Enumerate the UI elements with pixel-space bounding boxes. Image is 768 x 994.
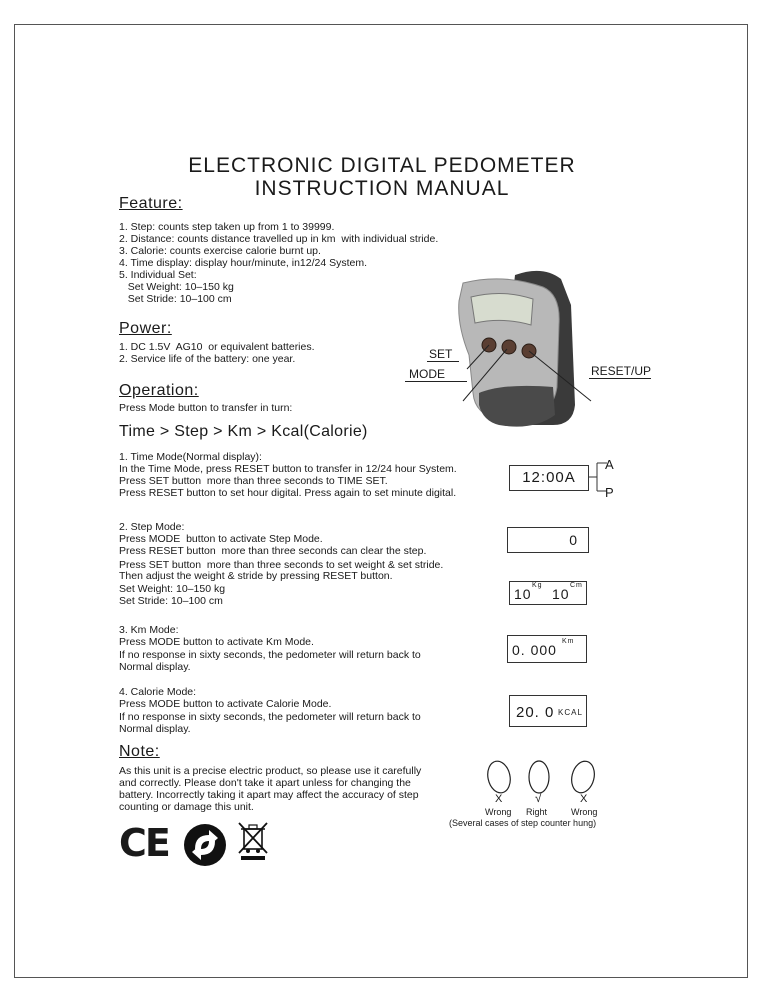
- step-mode-line: Press RESET button more than three seconds can clear the step.: [119, 545, 427, 557]
- step-mode-line: 2. Step Mode:: [119, 521, 185, 533]
- power-line: 2. Service life of the battery: one year.: [119, 353, 296, 365]
- mark-right: √: [535, 791, 542, 805]
- mode-sequence: Time > Step > Km > Kcal(Calorie): [119, 423, 368, 440]
- step-display: 0: [507, 527, 589, 553]
- weight-stride-display: [509, 581, 587, 605]
- reset-up-label: RESET/UP: [591, 364, 652, 378]
- recycling-logo: [181, 821, 229, 869]
- reset-underline: [589, 378, 651, 379]
- feature-line: Set Weight: 10–150 kg: [119, 281, 234, 293]
- km-mode-line: Press MODE button to activate Km Mode.: [119, 636, 314, 648]
- pm-label: P: [605, 485, 614, 500]
- step-mode-line: Set Stride: 10–100 cm: [119, 595, 223, 607]
- mode-underline: [405, 381, 467, 382]
- calorie-mode-line: 4. Calorie Mode:: [119, 686, 197, 698]
- manual-page: [14, 24, 748, 978]
- time-mode-line: Press SET button more than three seconds to TIME SET.: [119, 475, 388, 487]
- step-mode-line: Set Weight: 10–150 kg: [119, 583, 226, 595]
- weee-bin-icon: [235, 821, 271, 861]
- title-line-1: ELECTRONIC DIGITAL PEDOMETER: [188, 154, 576, 177]
- km-mode-line: If no response in sixty seconds, the pedometer will return back to: [119, 649, 421, 661]
- ce-mark-logo: CE: [119, 821, 169, 865]
- calorie-mode-line: Press MODE button to activate Calorie Mode.: [119, 698, 332, 710]
- power-heading: Power:: [119, 320, 172, 337]
- device-screen: [471, 293, 533, 325]
- note-line: As this unit is a precise electric product, so please use it carefully: [119, 765, 422, 777]
- weight-unit: Kg: [532, 582, 543, 589]
- am-label: A: [605, 457, 614, 472]
- device-base: [479, 386, 555, 427]
- label-right: Right: [526, 807, 548, 817]
- time-display: 12:00A: [509, 465, 589, 491]
- calorie-mode-line: Normal display.: [119, 723, 191, 735]
- km-mode-line: 3. Km Mode:: [119, 624, 179, 636]
- operation-intro: Press Mode button to transfer in turn:: [119, 402, 293, 414]
- km-mode-line: Normal display.: [119, 661, 191, 673]
- stride-unit: Cm: [570, 582, 583, 589]
- time-mode-line: 1. Time Mode(Normal display):: [119, 451, 262, 463]
- note-line: and correctly. Please don't take it apart unless for changing the: [119, 777, 411, 789]
- operation-heading: Operation:: [119, 382, 199, 399]
- feature-line: 1. Step: counts step taken up from 1 to 39999.: [119, 221, 335, 233]
- weight-value: 10: [514, 586, 532, 602]
- calorie-value: 20. 0: [516, 704, 555, 721]
- stride-value: 10: [552, 586, 570, 602]
- label-wrong-right: Wrong: [571, 807, 598, 817]
- step-mode-line: Press SET button more than three seconds to set weight & set stride.: [119, 559, 444, 571]
- time-mode-line: In the Time Mode, press RESET button to transfer in 12/24 hour System.: [119, 463, 457, 475]
- feature-heading: Feature:: [119, 195, 183, 212]
- note-line: battery. Incorrectly taking it apart may affect the accuracy of step: [119, 789, 419, 801]
- time-mode-line: Press RESET button to set hour digital. Press again to set minute digital.: [119, 487, 457, 499]
- note-heading: Note:: [119, 743, 160, 760]
- am-pm-bracket: [589, 459, 619, 499]
- feature-line: 2. Distance: counts distance travelled up in km with individual stride.: [119, 233, 439, 245]
- step-mode-line: Then adjust the weight & stride by pressing RESET button.: [119, 570, 393, 582]
- wrong-oval-left: [485, 759, 513, 795]
- km-value: 0. 000: [512, 642, 557, 658]
- label-wrong-left: Wrong: [485, 807, 512, 817]
- km-unit: Km: [562, 638, 575, 645]
- calorie-display: [509, 695, 587, 727]
- note-line: counting or damage this unit.: [119, 801, 254, 813]
- feature-line: Set Stride: 10–100 cm: [119, 293, 232, 305]
- mark-wrong-right: X: [580, 793, 588, 805]
- mark-wrong-left: X: [495, 793, 503, 805]
- power-line: 1. DC 1.5V AG10 or equivalent batteries.: [119, 341, 315, 353]
- km-display: [507, 635, 587, 663]
- wrong-oval-right: [568, 759, 597, 795]
- mode-label: MODE: [409, 367, 445, 381]
- set-label: SET: [429, 347, 453, 361]
- feature-line: 5. Individual Set:: [119, 269, 197, 281]
- calorie-unit: KCAL: [558, 708, 583, 717]
- set-underline: [427, 361, 459, 362]
- feature-line: 3. Calorie: counts exercise calorie burnt up.: [119, 245, 321, 257]
- calorie-mode-line: If no response in sixty seconds, the pedometer will return back to: [119, 711, 421, 723]
- step-mode-line: Press MODE button to activate Step Mode.: [119, 533, 323, 545]
- right-oval: [529, 761, 549, 793]
- feature-line: 4. Time display: display hour/minute, in12/24 System.: [119, 257, 368, 269]
- title-line-2: INSTRUCTION MANUAL: [254, 177, 510, 200]
- diagram-caption: (Several cases of step counter hung): [449, 818, 597, 828]
